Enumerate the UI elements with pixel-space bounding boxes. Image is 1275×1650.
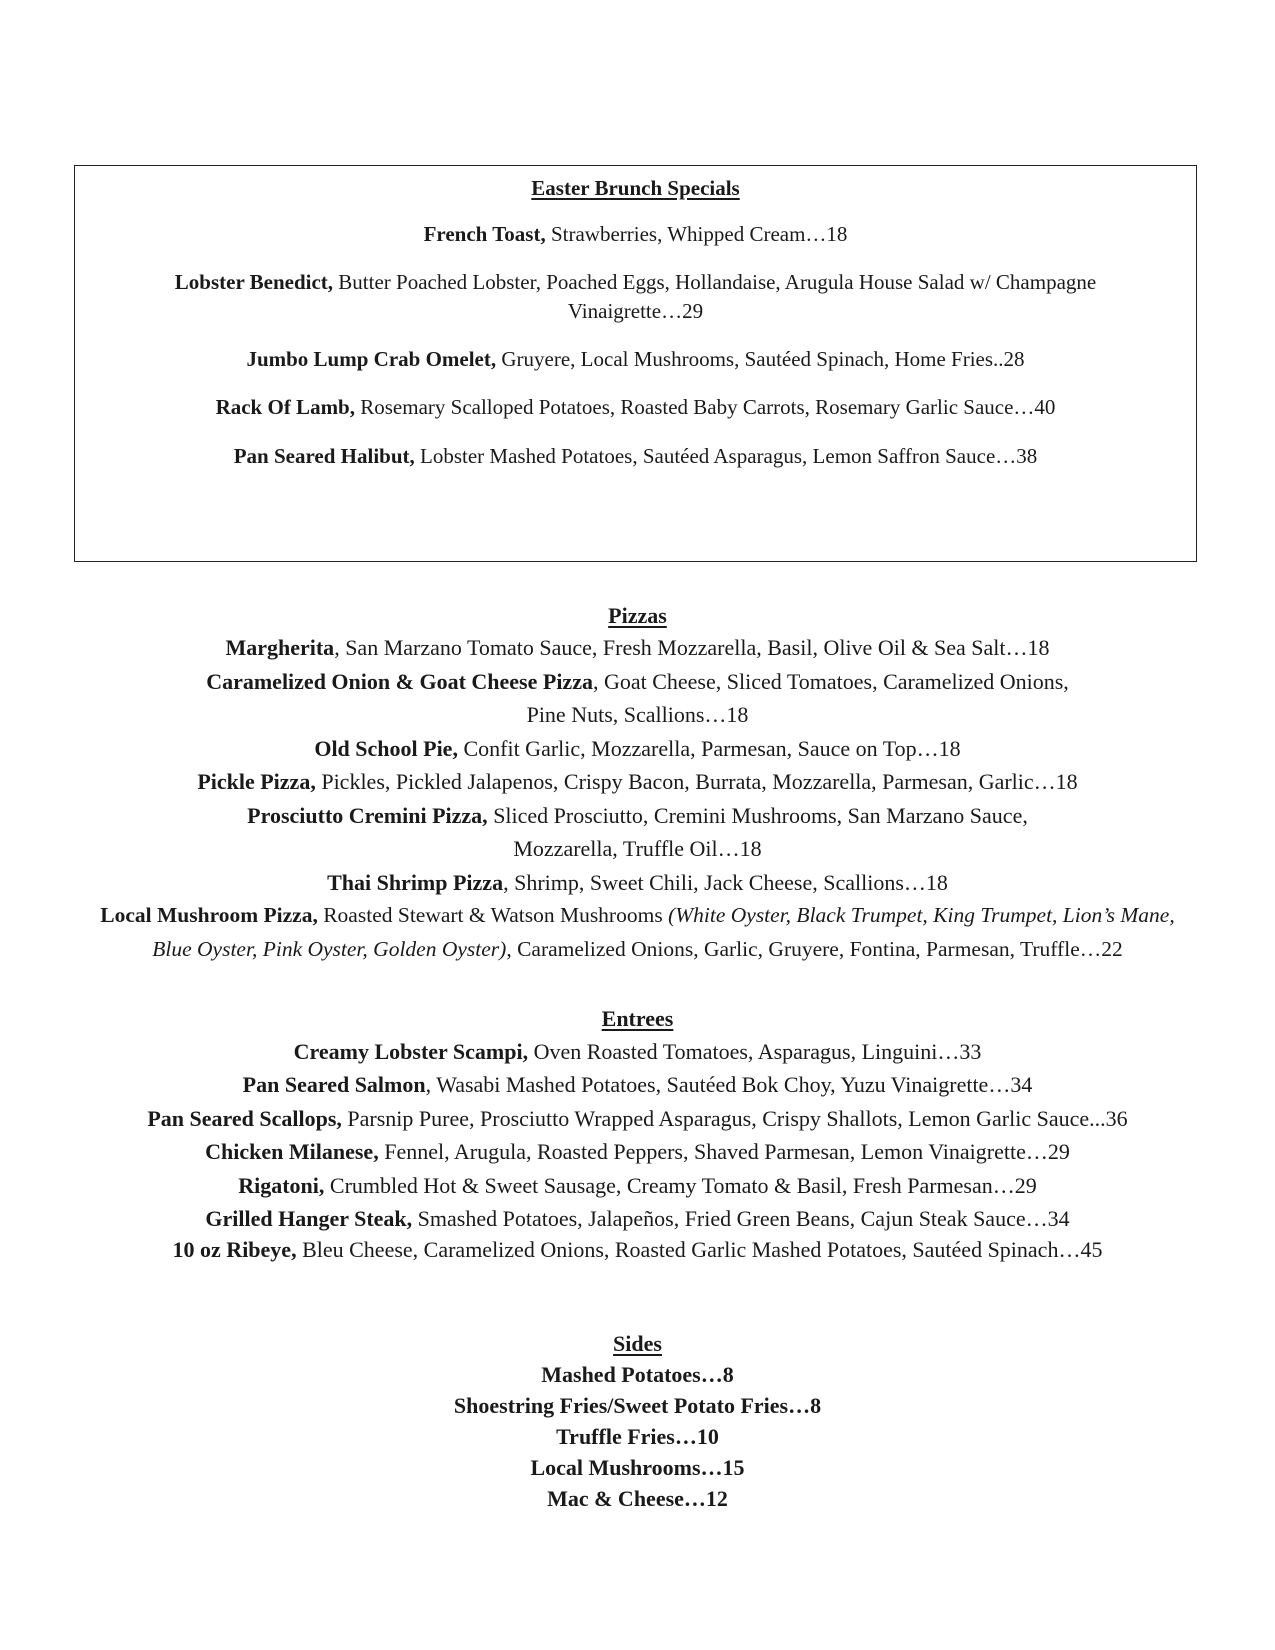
item-name: Creamy Lobster Scampi,: [293, 1039, 529, 1064]
item-desc: Sliced Prosciutto, Cremini Mushrooms, San Marzano Sauce,: [487, 803, 1028, 828]
item-name: French Toast,: [423, 222, 546, 246]
item-desc-italic: (White Oyster, Black Trumpet, King Trumpet, Lion’s Mane,: [668, 903, 1175, 927]
item-name: Rigatoni,: [238, 1173, 325, 1198]
pizza-item: [0, 799, 1275, 833]
side-item: Shoestring Fries/Sweet Potato Fries…8: [453, 1393, 822, 1418]
special-item: [125, 393, 1146, 422]
item-desc: , Caramelized Onions, Garlic, Gruyere, Fontina, Parmesan, Truffle…22: [506, 937, 1123, 961]
pizza-item: [0, 765, 1275, 799]
specials-title: Easter Brunch Specials: [531, 176, 740, 200]
item-desc: Parsnip Puree, Prosciutto Wrapped Asparagus, Crispy Shallots, Lemon Garlic Sauce...36: [341, 1106, 1128, 1131]
entree-item: [0, 1202, 1275, 1236]
pizza-item: [0, 665, 1275, 699]
side-item: Truffle Fries…10: [556, 1424, 719, 1449]
item-desc: , San Marzano Tomato Sauce, Fresh Mozzarella, Basil, Olive Oil & Sea Salt…18: [334, 635, 1050, 660]
item-desc: , Wasabi Mashed Potatoes, Sautéed Bok Choy, Yuzu Vinaigrette…34: [425, 1072, 1033, 1097]
special-item: [125, 268, 1146, 326]
item-name: Jumbo Lump Crab Omelet,: [246, 347, 497, 371]
pizza-item: [0, 732, 1275, 766]
pizzas-title: Pizzas: [608, 603, 667, 628]
item-desc: Rosemary Scalloped Potatoes, Roasted Baby Carrots, Rosemary Garlic Sauce…40: [355, 395, 1056, 419]
item-name: Rack Of Lamb,: [215, 395, 355, 419]
item-name: Lobster Benedict,: [174, 270, 334, 294]
item-desc: Mozzarella, Truffle Oil…18: [513, 836, 762, 861]
special-item: [125, 442, 1146, 471]
item-desc: Smashed Potatoes, Jalapeños, Fried Green Beans, Cajun Steak Sauce…34: [412, 1206, 1070, 1231]
item-name: Caramelized Onion & Goat Cheese Pizza: [206, 669, 593, 694]
item-desc: Butter Poached Lobster, Poached Eggs, Hollandaise, Arugula House Salad w/ Champagne Vinaigrette…29: [333, 270, 1097, 323]
item-name: Pan Seared Scallops,: [147, 1106, 342, 1131]
item-desc: Pine Nuts, Scallions…18: [526, 702, 749, 727]
item-name: Grilled Hanger Steak,: [205, 1206, 413, 1231]
item-name: 10 oz Ribeye,: [172, 1237, 297, 1262]
item-desc: Pickles, Pickled Jalapenos, Crispy Bacon, Burrata, Mozzarella, Parmesan, Garlic…18: [315, 769, 1078, 794]
item-desc: Lobster Mashed Potatoes, Sautéed Asparagus, Lemon Saffron Sauce…38: [414, 444, 1038, 468]
side-item: Mac & Cheese…12: [547, 1486, 728, 1511]
pizza-item-continued: [0, 698, 1275, 732]
specials-box: [74, 165, 1197, 562]
item-desc: , Goat Cheese, Sliced Tomatoes, Caramelized Onions,: [592, 669, 1069, 694]
side-item: Mashed Potatoes…8: [541, 1362, 734, 1387]
special-item: [125, 345, 1146, 374]
item-desc: Roasted Stewart & Watson Mushrooms: [317, 903, 669, 927]
entree-item: [0, 1102, 1275, 1136]
entree-item: [0, 1169, 1275, 1203]
item-name: Pan Seared Halibut,: [233, 444, 415, 468]
item-desc: Confit Garlic, Mozzarella, Parmesan, Sauce on Top…18: [457, 736, 961, 761]
item-desc: Crumbled Hot & Sweet Sausage, Creamy Tomato & Basil, Fresh Parmesan…29: [324, 1173, 1037, 1198]
entree-item: [0, 1035, 1275, 1069]
item-name: Old School Pie,: [314, 736, 458, 761]
item-desc: Oven Roasted Tomatoes, Asparagus, Linguini…33: [528, 1039, 982, 1064]
entree-item: [0, 1135, 1275, 1169]
pizza-item: [0, 631, 1275, 665]
item-desc: Strawberries, Whipped Cream…18: [545, 222, 848, 246]
item-desc: Bleu Cheese, Caramelized Onions, Roasted Garlic Mashed Potatoes, Sautéed Spinach…45: [296, 1237, 1103, 1262]
item-name: Pickle Pizza,: [197, 769, 316, 794]
entree-item: [0, 1233, 1275, 1267]
side-item: Local Mushrooms…15: [530, 1455, 745, 1480]
item-desc: Fennel, Arugula, Roasted Peppers, Shaved Parmesan, Lemon Vinaigrette…29: [378, 1139, 1070, 1164]
item-name: Thai Shrimp Pizza: [327, 870, 504, 895]
item-desc: Gruyere, Local Mushrooms, Sautéed Spinach, Home Fries..28: [496, 347, 1025, 371]
item-name: Pan Seared Salmon: [242, 1072, 426, 1097]
pizza-item-continued: [0, 832, 1275, 866]
pizza-item: [0, 899, 1275, 933]
entree-item: [0, 1068, 1275, 1102]
special-item: [125, 220, 1146, 249]
pizza-item-continued: [0, 933, 1275, 967]
item-name: Prosciutto Cremini Pizza,: [247, 803, 488, 828]
item-name: Chicken Milanese,: [205, 1139, 379, 1164]
item-desc: , Shrimp, Sweet Chili, Jack Cheese, Scallions…18: [503, 870, 948, 895]
entrees-title: Entrees: [601, 1006, 674, 1031]
sides-title: Sides: [613, 1331, 662, 1356]
pizza-item: [0, 866, 1275, 900]
item-desc-italic: Blue Oyster, Pink Oyster, Golden Oyster): [152, 937, 507, 961]
item-name: Margherita: [225, 635, 335, 660]
item-name: Local Mushroom Pizza,: [100, 903, 318, 927]
